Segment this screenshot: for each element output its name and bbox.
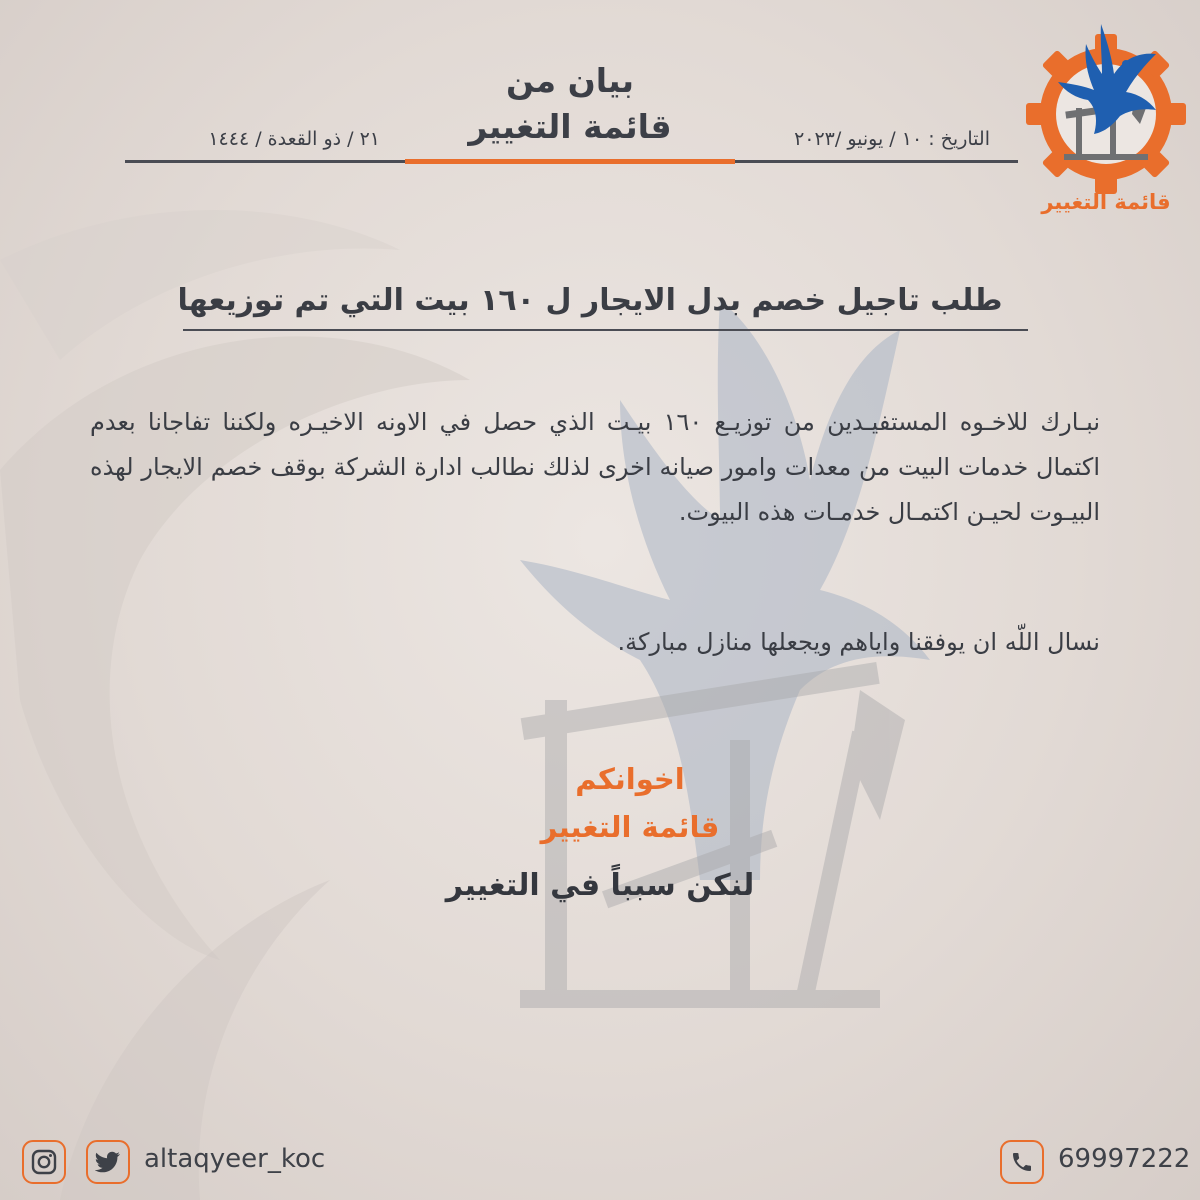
header-title [400, 58, 740, 150]
gregorian-date: التاريخ : ١٠ / يونيو /٢٠٢٣ [794, 128, 990, 150]
signoff-line2: قائمة التغيير [540, 810, 720, 844]
phone-number[interactable]: 69997222 [1058, 1144, 1191, 1174]
prayer-line: نسال اللّه ان يوفقنا واياهم ويجعلها منازل مباركة. [617, 628, 1100, 656]
body-paragraph: نبـارك للاخـوه المستفيـدين من توزيـع ١٦٠ بيـت الذي حصل في الاونه الاخيـره ولكننا تفاجانا بعدم اكتمال خدمات البيت من معدات وامور صيانه اخرى لذلك نطالب ادارة الشركة بوقف خصم الايجار لهذه البيـوت لحيـن اكتمـال خدمـات هذه البيوت. [90, 408, 1101, 526]
header-title-line1: بيان من [505, 61, 635, 100]
signoff-line1: اخوانكم [575, 762, 685, 796]
header-rule-right [735, 160, 1018, 163]
subject-heading: طلب تاجيل خصم بدل الايجار ل ١٦٠ بيت التي تم توزيعها [177, 283, 1003, 318]
header-rule-left [125, 160, 405, 163]
instagram-icon[interactable] [22, 1140, 66, 1184]
logo-text: قائمة التغيير [1041, 190, 1171, 214]
signoff [400, 755, 860, 851]
phone-icon[interactable] [1000, 1140, 1044, 1184]
hijri-date: ٢١ / ذو القعدة / ١٤٤٤ [208, 128, 380, 150]
header-title-line2: قائمة التغيير [468, 107, 672, 146]
twitter-icon[interactable] [86, 1140, 130, 1184]
header-rule-center [405, 159, 735, 164]
slogan: لنكن سبباً في التغيير [445, 868, 755, 903]
social-handle[interactable]: altaqyeer_koc [144, 1144, 326, 1174]
subject-underline [183, 329, 1028, 331]
